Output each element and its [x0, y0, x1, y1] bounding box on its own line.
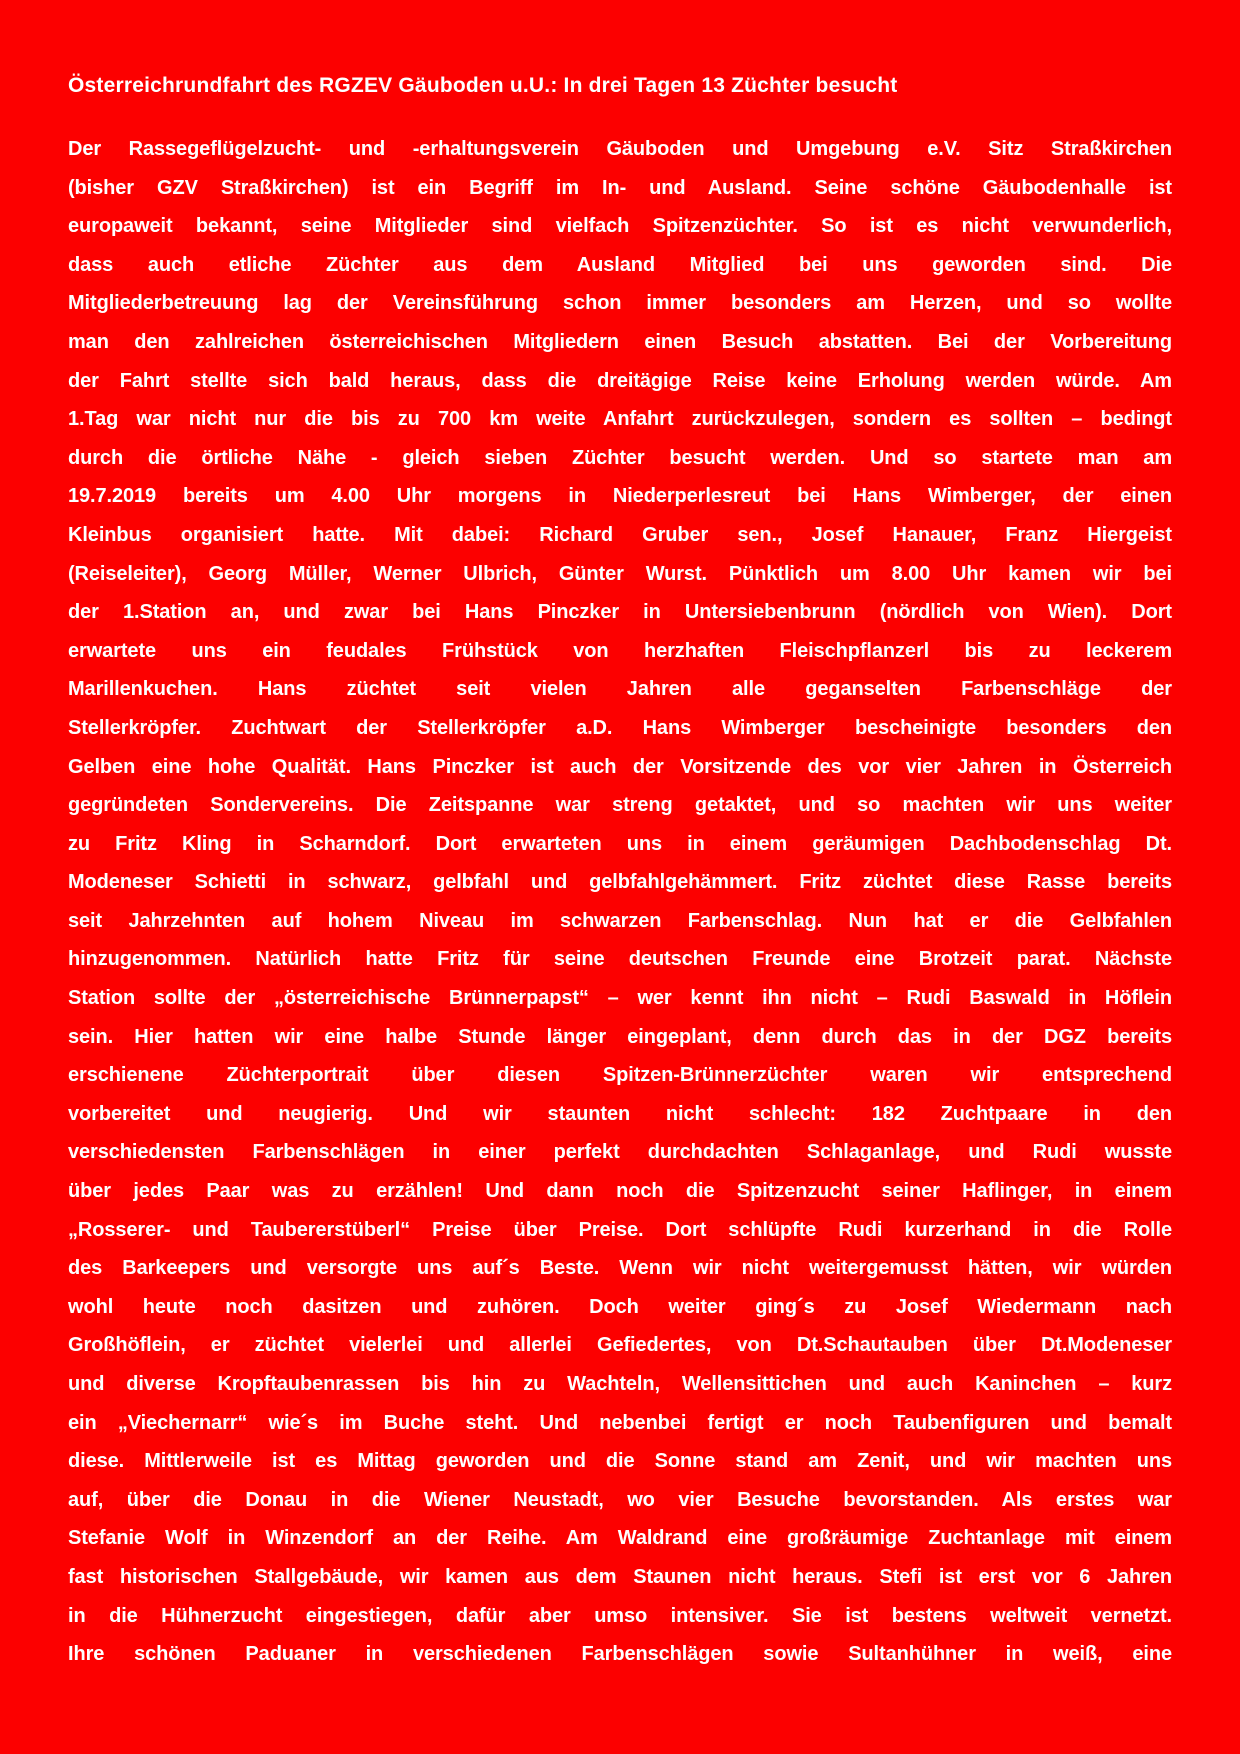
paragraph-line: zu Fritz Kling in Scharndorf. Dort erwarteten uns in einem geräumigen Dachbodenschlag Dt.	[68, 832, 1172, 855]
paragraph-line: des Barkeepers und versorgte uns auf´s Beste. Wenn wir nicht weitergemusst hätten, wir würden	[68, 1257, 1172, 1280]
paragraph-line: dass auch etliche Züchter aus dem Ausland Mitglied bei uns geworden sind. Die	[68, 253, 1172, 276]
paragraph-line: Ihre schönen Paduaner in verschiedenen Farbenschlägen sowie Sultanhühner in weiß, eine	[68, 1643, 1172, 1666]
paragraph-line: durch die örtliche Nähe - gleich sieben Züchter besucht werden. Und so startete man am	[68, 446, 1172, 469]
paragraph-line: auf, über die Donau in die Wiener Neustadt, wo vier Besuche bevorstanden. Als erstes war	[68, 1488, 1172, 1511]
paragraph-line: hinzugenommen. Natürlich hatte Fritz für seine deutschen Freunde eine Brotzeit parat. Nächste	[68, 948, 1172, 971]
paragraph-line: Stefanie Wolf in Winzendorf an der Reihe. Am Waldrand eine großräumige Zuchtanlage mit einem	[68, 1527, 1172, 1550]
paragraph-line: erschienene Züchterportrait über diesen Spitzen-Brünnerzüchter waren wir entsprechend	[68, 1064, 1172, 1087]
paragraph-line: (bisher GZV Straßkirchen) ist ein Begriff im In- und Ausland. Seine schöne Gäubodenhalle ist	[68, 176, 1172, 199]
paragraph-line: der Fahrt stellte sich bald heraus, dass die dreitägige Reise keine Erholung werden würde. Am	[68, 369, 1172, 392]
paragraph-line: der 1.Station an, und zwar bei Hans Pinczker in Untersiebenbrunn (nördlich von Wien). Dort	[68, 601, 1172, 624]
page-title: Österreichrundfahrt des RGZEV Gäuboden u.U.: In drei Tagen 13 Züchter besucht	[68, 74, 898, 97]
paragraph-line: wohl heute noch dasitzen und zuhören. Doch weiter ging´s zu Josef Wiedermann nach	[68, 1295, 1172, 1318]
paragraph-line: fast historischen Stallgebäude, wir kamen aus dem Staunen nicht heraus. Stefi ist erst vor 6 Jahren	[68, 1565, 1172, 1588]
paragraph-line: und diverse Kropftaubenrassen bis hin zu Wachteln, Wellensittichen und auch Kaninchen – kurz	[68, 1373, 1172, 1395]
paragraph-line: man den zahlreichen österreichischen Mitgliedern einen Besuch abstatten. Bei der Vorbereitung	[68, 330, 1172, 353]
paragraph-line: Stellerkröpfer. Zuchtwart der Stellerkröpfer a.D. Hans Wimberger bescheinigte besonders den	[68, 716, 1172, 739]
paragraph-line: diese. Mittlerweile ist es Mittag geworden und die Sonne stand am Zenit, und wir machten uns	[68, 1450, 1172, 1473]
paragraph-line: Kleinbus organisiert hatte. Mit dabei: Richard Gruber sen., Josef Hanauer, Franz Hiergeist	[68, 523, 1172, 546]
paragraph-line: Marillenkuchen. Hans züchtet seit vielen Jahren alle geganselten Farbenschläge der	[68, 678, 1172, 701]
paragraph-line: „Rosserer- und Taubererstüberl“ Preise über Preise. Dort schlüpfte Rudi kurzerhand in die Rolle	[68, 1218, 1172, 1241]
paragraph-line: seit Jahrzehnten auf hohem Niveau im schwarzen Farbenschlag. Nun hat er die Gelbfahlen	[68, 909, 1172, 932]
article-body	[68, 130, 1172, 1674]
paragraph-line: erwartete uns ein feudales Frühstück von herzhaften Fleischpflanzerl bis zu leckerem	[68, 639, 1172, 662]
paragraph-line: Station sollte der „österreichische Brünnerpapst“ – wer kennt ihn nicht – Rudi Baswald in Höflein	[68, 987, 1172, 1010]
paragraph-line: europaweit bekannt, seine Mitglieder sind vielfach Spitzenzüchter. So ist es nicht verwunderlich,	[68, 215, 1172, 238]
paragraph-line: 1.Tag war nicht nur die bis zu 700 km weite Anfahrt zurückzulegen, sondern es sollten – bedingt	[68, 408, 1172, 431]
paragraph-line: verschiedensten Farbenschlägen in einer perfekt durchdachten Schlaganlage, und Rudi wusste	[68, 1141, 1172, 1164]
paragraph-line: Gelben eine hohe Qualität. Hans Pinczker ist auch der Vorsitzende des vor vier Jahren in Österreich	[68, 755, 1172, 778]
paragraph-line: Modeneser Schietti in schwarz, gelbfahl und gelbfahlgehämmert. Fritz züchtet diese Rasse bereits	[68, 871, 1172, 894]
paragraph-line: gegründeten Sondervereins. Die Zeitspanne war streng getaktet, und so machten wir uns weiter	[68, 794, 1172, 817]
paragraph-line: vorbereitet und neugierig. Und wir staunten nicht schlecht: 182 Zuchtpaare in den	[68, 1102, 1172, 1125]
paragraph-line: in die Hühnerzucht eingestiegen, dafür aber umso intensiver. Sie ist bestens weltweit vernetzt.	[68, 1604, 1172, 1627]
paragraph-line: ein „Viechernarr“ wie´s im Buche steht. Und nebenbei fertigt er noch Taubenfiguren und bemalt	[68, 1411, 1172, 1434]
paragraph-line: sein. Hier hatten wir eine halbe Stunde länger eingeplant, denn durch das in der DGZ bereits	[68, 1025, 1172, 1048]
paragraph-line: Der Rassegeflügelzucht- und -erhaltungsverein Gäuboden und Umgebung e.V. Sitz Straßkirchen	[68, 138, 1172, 160]
paragraph-line: 19.7.2019 bereits um 4.00 Uhr morgens in Niederperlesreut bei Hans Wimberger, der einen	[68, 485, 1172, 508]
paragraph-line: Großhöflein, er züchtet vielerlei und allerlei Gefiedertes, von Dt.Schautauben über Dt.Modeneser	[68, 1334, 1172, 1357]
paragraph-line: (Reiseleiter), Georg Müller, Werner Ulbrich, Günter Wurst. Pünktlich um 8.00 Uhr kamen wir bei	[68, 562, 1172, 585]
paragraph-line: Mitgliederbetreuung lag der Vereinsführung schon immer besonders am Herzen, und so wollte	[68, 292, 1172, 315]
paragraph-line: über jedes Paar was zu erzählen! Und dann noch die Spitzenzucht seiner Haflinger, in einem	[68, 1180, 1172, 1203]
